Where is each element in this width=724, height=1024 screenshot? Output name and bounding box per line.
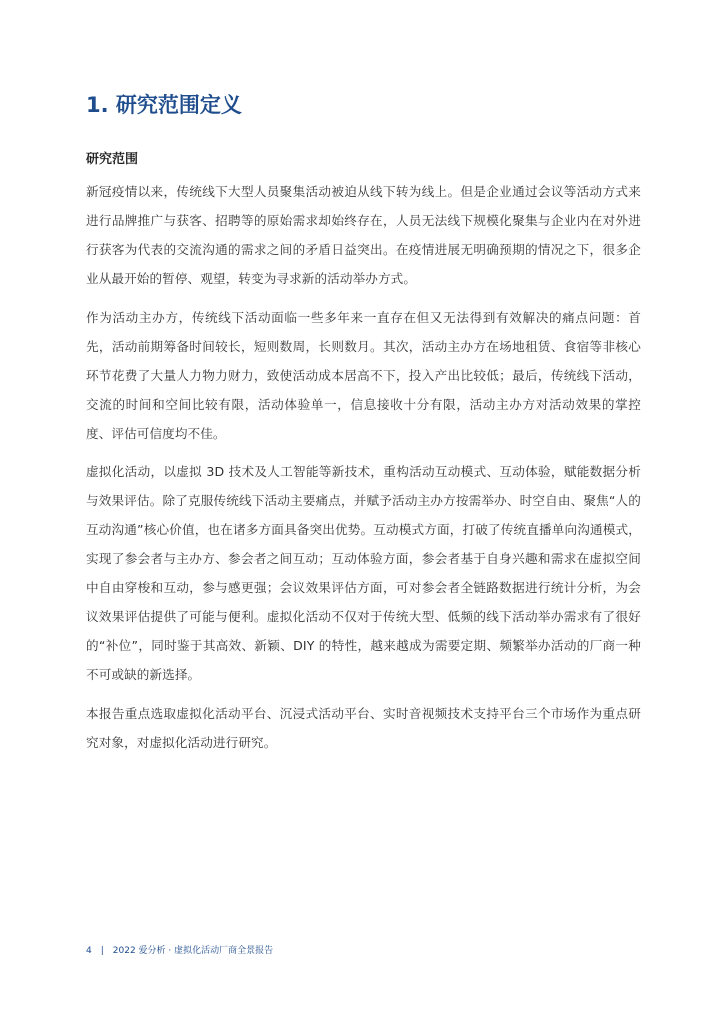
paragraph-background: 新冠疫情以来，传统线下大型人员聚集活动被迫从线下转为线上。但是企业通过会议等活动方式来进行品牌推广与获客、招聘等的原始需求却始终存在，人员无法线下规模化聚集与企业内在对外进行获客为代表的交流沟通的需求之间的矛盾日益突出。在疫情进展无明确预期的情况之下，很多企业从最开始的暂停、观望，转变为寻求新的活动举办方式。 [86, 184, 641, 286]
paragraph-report-scope: 本报告重点选取虚拟化活动平台、沉浸式活动平台、实时音视频技术支持平台三个市场作为重点研究对象，对虚拟化活动进行研究。 [86, 705, 641, 750]
page-number: 4 [86, 946, 92, 956]
footer-separator: | [100, 946, 104, 956]
page-footer [86, 944, 273, 958]
body-text [86, 177, 641, 766]
subsection-heading: 研究范围 [86, 152, 139, 167]
paragraph-pain-points: 作为活动主办方，传统线下活动面临一些多年来一直存在但又无法得到有效解决的痛点问题：首先，活动前期筹备时间较长，短则数周，长则数月。其次，活动主办方在场地租赁、食宿等非核心环节花费了大量人力物力财力，致使活动成本居高不下，投入产出比较低；最后，传统线下活动，交流的时间和空间比较有限，活动体验单一，信息接收十分有限，活动主办方对活动效果的掌控度、评估可信度均不佳。 [86, 309, 641, 441]
report-name: 2022 爱分析 · 虚拟化活动厂商全景报告 [112, 946, 274, 956]
section-title: 1. 研究范围定义 [86, 93, 242, 117]
paragraph-virtual-events: 虚拟化活动，以虚拟 3D 技术及人工智能等新技术，重构活动互动模式、互动体验，赋能数据分析与效果评估。除了克服传统线下活动主要痛点，并赋予活动主办方按需举办、时空自由、聚焦“人的互动沟通”核心价值，也在诸多方面具备突出优势。互动模式方面，打破了传统直播单向沟通模式，实现了参会者与主办方、参会者之间互动；互动体验方面，参会者基于自身兴趣和需求在虚拟空间中自由穿梭和互动，参与感更强；会议效果评估方面，可对参会者全链路数据进行统计分析，为会议效果评估提供了可能与便利。虚拟化活动不仅对于传统大型、低频的线下活动举办需求有了很好的“补位”，同时鉴于其高效、新颖、DIY 的特性，越来越成为需要定期、频繁举办活动的厂商一种不可或缺的新选择。 [86, 464, 641, 682]
